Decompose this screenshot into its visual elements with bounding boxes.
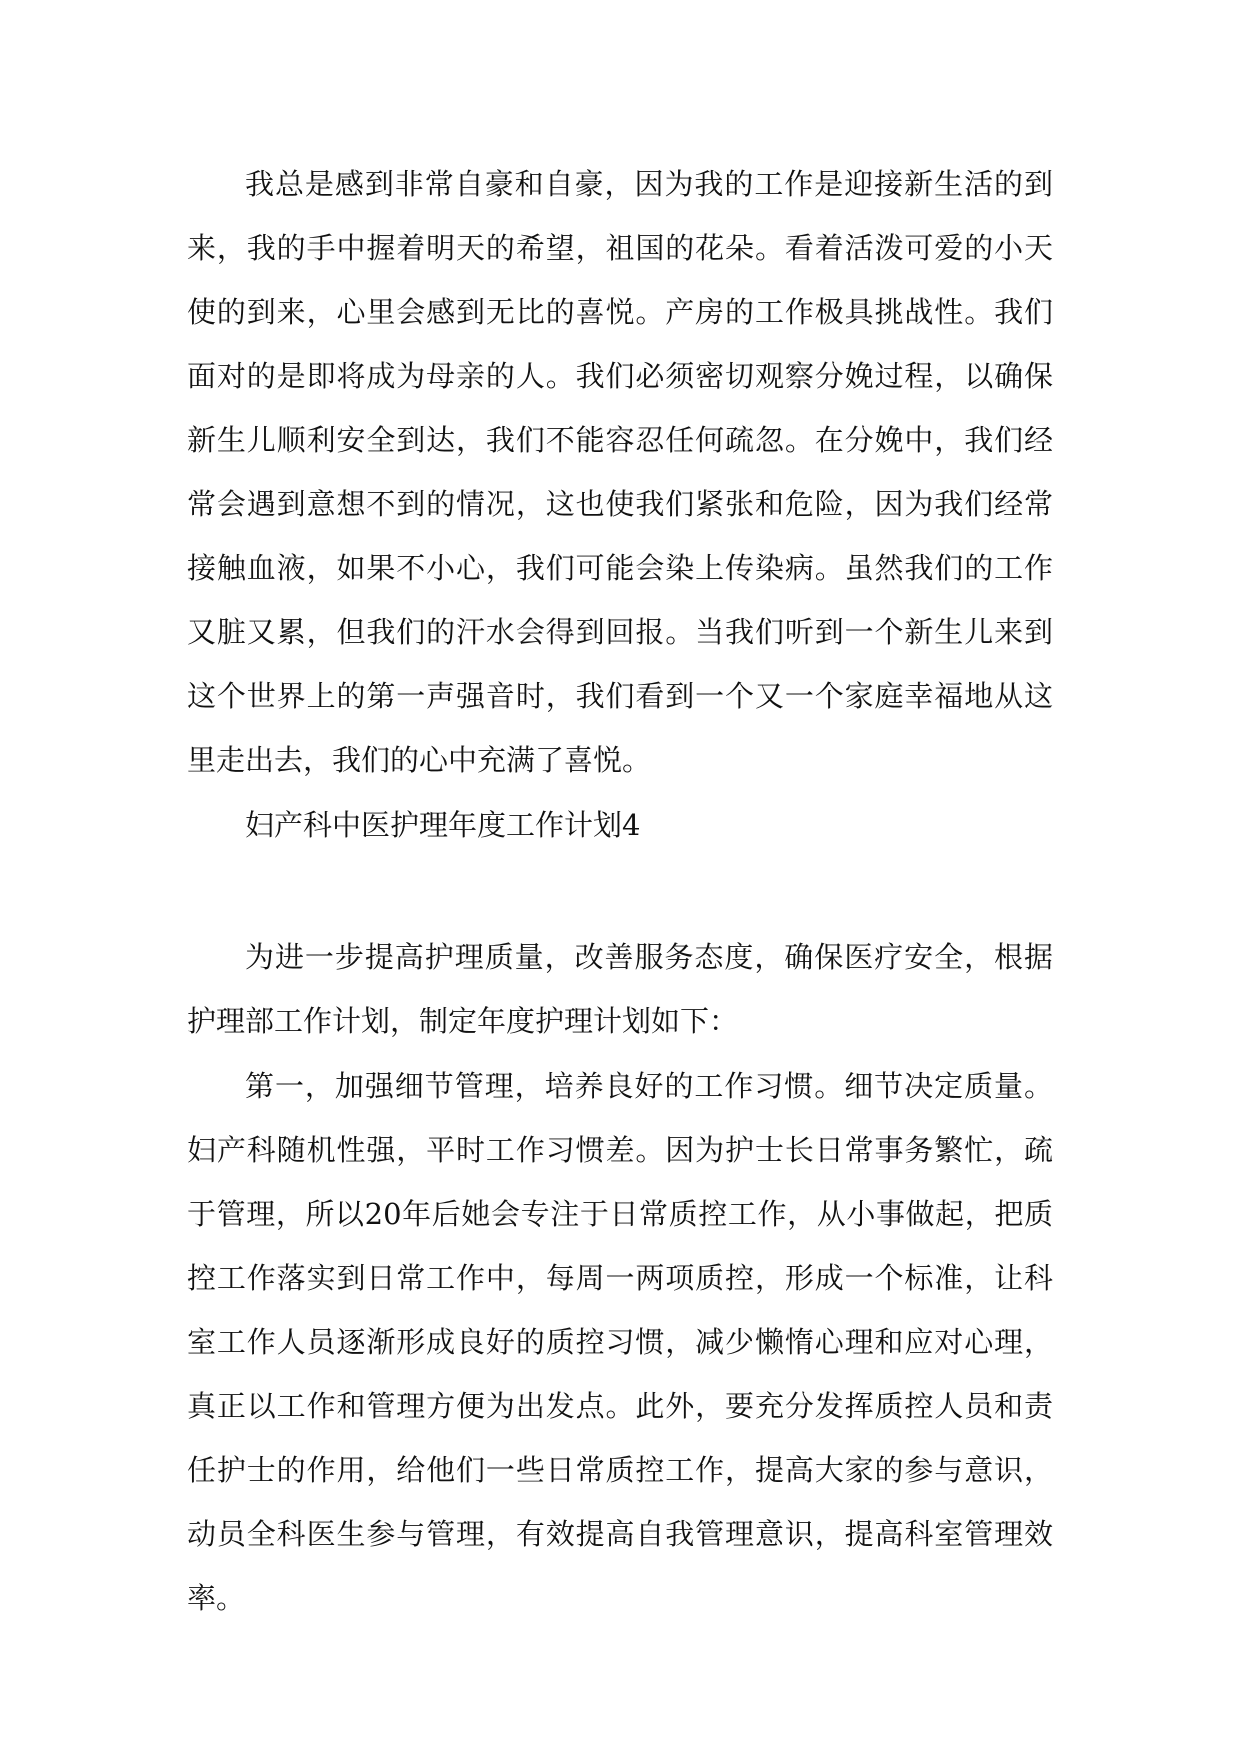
section-heading: 妇产科中医护理年度工作计划4	[245, 808, 641, 842]
paragraph-plan-intro: 为进一步提高护理质量，改善服务态度，确保医疗安全，根据护理部工作计划，制定年度护理计划如下：	[187, 940, 1053, 1038]
paragraph-first-point: 第一，加强细节管理，培养良好的工作习惯。细节决定质量。妇产科随机性强，平时工作习惯差。因为护士长日常事务繁忙，疏于管理，所以20年后她会专注于日常质控工作，从小事做起，把质控工作落实到日常工作中，每周一两项质控，形成一个标准，让科室工作人员逐渐形成良好的质控习惯，减少懒惰心理和应对心理，真正以工作和管理方便为出发点。此外，要充分发挥质控人员和责任护士的作用，给他们一些日常质控工作，提高大家的参与意识，动员全科医生参与管理，有效提高自我管理意识，提高科室管理效率。	[187, 1069, 1053, 1615]
paragraph-delivery-room-reflection: 我总是感到非常自豪和自豪，因为我的工作是迎接新生活的到来，我的手中握着明天的希望，祖国的花朵。看着活泼可爱的小天使的到来，心里会感到无比的喜悦。产房的工作极具挑战性。我们面对的是即将成为母亲的人。我们必须密切观察分娩过程，以确保新生儿顺利安全到达，我们不能容忍任何疏忽。在分娩中，我们经常会遇到意想不到的情况，这也使我们紧张和危险，因为我们经常接触血液，如果不小心，我们可能会染上传染病。虽然我们的工作又脏又累，但我们的汗水会得到回报。当我们听到一个新生儿来到这个世界上的第一声强音时，我们看到一个又一个家庭幸福地从这里走出去，我们的心中充满了喜悦。	[187, 167, 1053, 777]
